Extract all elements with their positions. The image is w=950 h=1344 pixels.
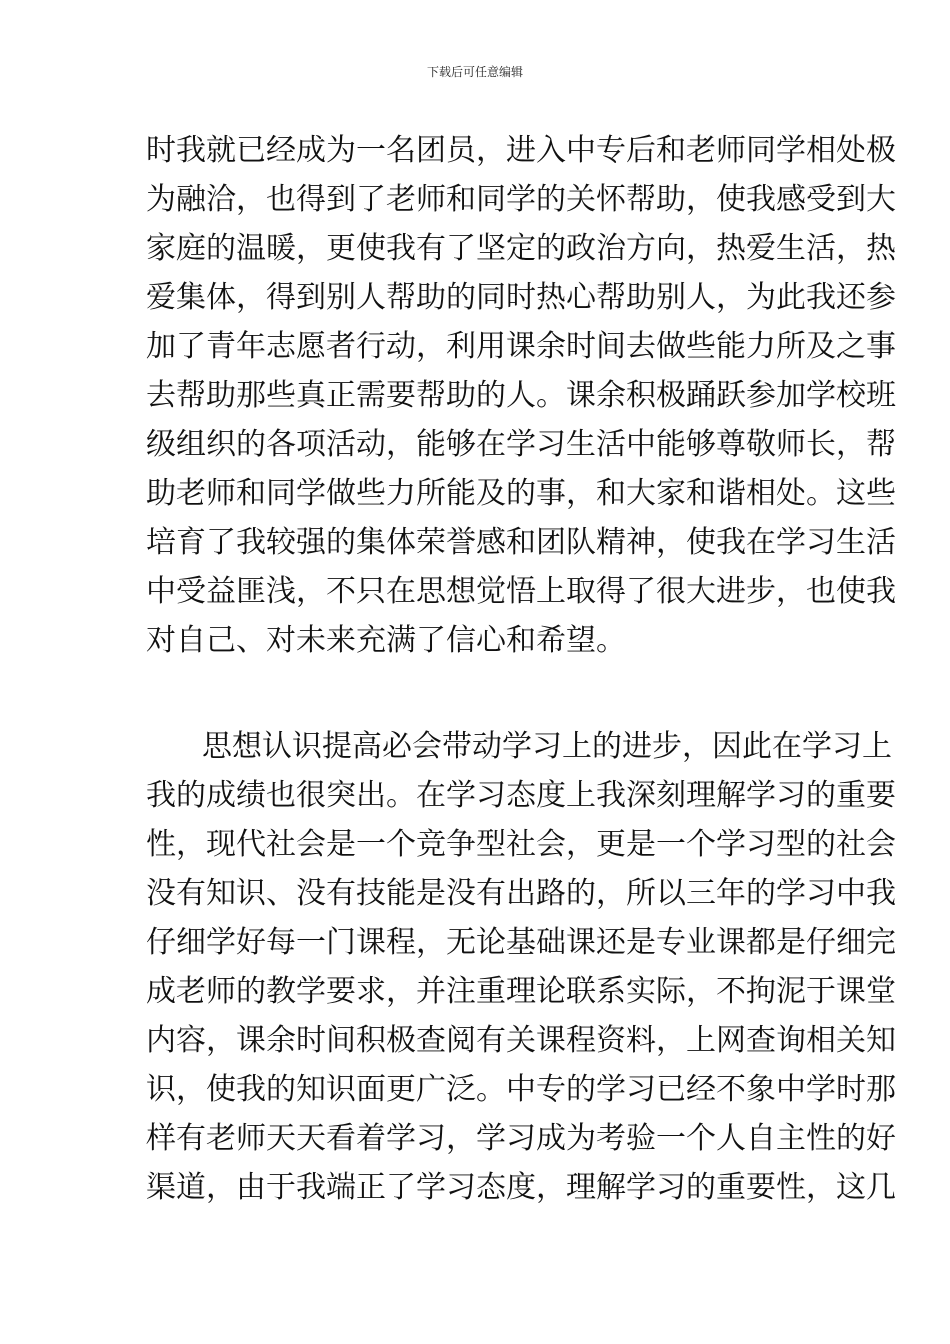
text-line: 思想认识提高必会带动学习上的进步，因此在学习上 xyxy=(202,729,892,764)
text-line: 识，使我的知识面更广泛。中专的学习已经不象中学时那 xyxy=(146,1072,896,1107)
text-line: 为融洽，也得到了老师和同学的关怀帮助，使我感受到大 xyxy=(146,182,896,217)
text-line: 去帮助那些真正需要帮助的人。课余积极踊跃参加学校班 xyxy=(146,378,896,413)
text-line: 没有知识、没有技能是没有出路的，所以三年的学习中我 xyxy=(146,876,896,911)
page-header: 下载后可任意编辑 xyxy=(426,65,523,79)
text-line: 成老师的教学要求，并注重理论联系实际，不拘泥于课堂 xyxy=(146,974,896,1009)
text-line: 对自己、对未来充满了信心和希望。 xyxy=(146,623,626,658)
text-line: 爱集体，得到别人帮助的同时热心帮助别人，为此我还参 xyxy=(146,280,896,315)
text-line: 培育了我较强的集体荣誉感和团队精神，使我在学习生活 xyxy=(146,525,896,560)
text-line: 我的成绩也很突出。在学习态度上我深刻理解学习的重要 xyxy=(146,778,896,813)
text-line: 内容，课余时间积极查阅有关课程资料，上网查询相关知 xyxy=(146,1023,896,1058)
text-line: 加了青年志愿者行动，利用课余时间去做些能力所及之事 xyxy=(146,329,896,364)
text-line: 渠道，由于我端正了学习态度，理解学习的重要性，这几 xyxy=(146,1170,896,1205)
text-line: 性，现代社会是一个竞争型社会，更是一个学习型的社会 xyxy=(146,827,896,862)
text-line: 家庭的温暖，更使我有了坚定的政治方向，热爱生活，热 xyxy=(146,231,896,266)
text-line: 仔细学好每一门课程，无论基础课还是专业课都是仔细完 xyxy=(146,925,896,960)
text-line: 时我就已经成为一名团员，进入中专后和老师同学相处极 xyxy=(146,133,896,168)
text-line: 级组织的各项活动，能够在学习生活中能够尊敬师长，帮 xyxy=(146,427,896,462)
paragraph-1 xyxy=(146,126,896,665)
paragraph-2 xyxy=(146,722,896,1212)
text-line: 助老师和同学做些力所能及的事，和大家和谐相处。这些 xyxy=(146,476,896,511)
text-line: 中受益匪浅，不只在思想觉悟上取得了很大进步，也使我 xyxy=(146,574,896,609)
text-line: 样有老师天天看着学习，学习成为考验一个人自主性的好 xyxy=(146,1121,896,1156)
